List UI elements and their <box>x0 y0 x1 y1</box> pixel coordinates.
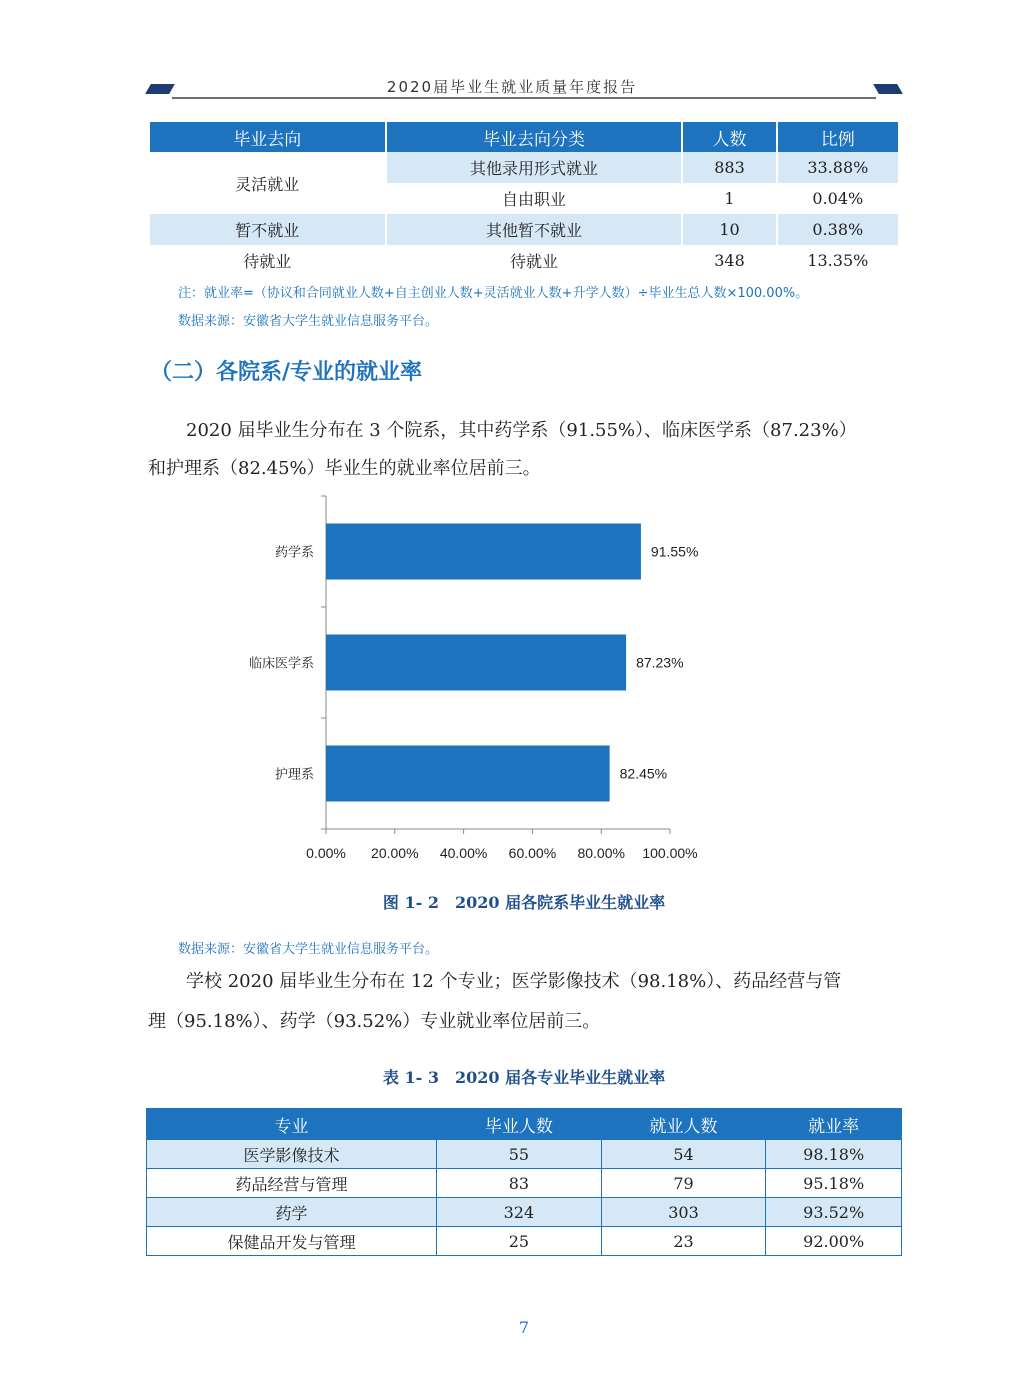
category-label: 临床医学系 <box>248 656 314 672</box>
table-row <box>147 1140 902 1169</box>
ratio-cell: 33.88% <box>778 152 898 183</box>
faculty-employment-bar-chart <box>230 492 730 862</box>
data-source-note: 数据来源：安徽省大学生就业信息服务平台。 <box>178 314 439 329</box>
x-tick-label: 60.00% <box>508 845 557 861</box>
grads-cell: 25 <box>437 1227 602 1256</box>
table-row <box>147 1227 902 1256</box>
table-caption: 表 1- 3 2020 届各专业毕业生就业率 <box>382 1068 666 1087</box>
x-tick-label: 0.00% <box>306 845 346 861</box>
page-number: 7 <box>518 1318 530 1337</box>
major-cell: 药品经营与管理 <box>147 1169 437 1198</box>
employed-cell: 54 <box>601 1140 766 1169</box>
paragraph-majors-line2: 理（95.18%）、药学（93.52%）专业就业率位居前三。 <box>148 1011 601 1032</box>
col-rate: 就业率 <box>766 1109 902 1140</box>
bar <box>326 635 626 691</box>
dest-cell: 灵活就业 <box>150 152 385 214</box>
category-label: 药学系 <box>274 545 314 561</box>
category-label: 护理系 <box>274 767 314 783</box>
employed-cell: 79 <box>601 1169 766 1198</box>
formula-note: 注：就业率=（协议和合同就业人数+自主创业人数+灵活就业人数+升学人数）÷毕业生总人数×100.00%。 <box>178 286 809 301</box>
ratio-cell: 13.35% <box>778 245 898 276</box>
paragraph-majors-line1: 学校 2020 届毕业生分布在 12 个专业；医学影像技术（98.18%）、药品经营与管 <box>186 971 842 992</box>
major-cell: 药学 <box>147 1198 437 1227</box>
col-count: 人数 <box>683 122 775 152</box>
data-label: 91.55% <box>650 543 699 560</box>
table-row <box>150 152 898 183</box>
category-cell: 其他暂不就业 <box>387 214 682 245</box>
grads-cell: 324 <box>437 1198 602 1227</box>
col-ratio: 比例 <box>778 122 898 152</box>
col-employed: 就业人数 <box>601 1109 766 1140</box>
col-graduates: 毕业人数 <box>437 1109 602 1140</box>
rate-cell: 93.52% <box>766 1198 902 1227</box>
section-heading: （二）各院系/专业的就业率 <box>150 360 423 385</box>
major-table-header <box>147 1109 902 1140</box>
rate-cell: 98.18% <box>766 1140 902 1169</box>
count-cell: 10 <box>683 214 775 245</box>
employed-cell: 23 <box>601 1227 766 1256</box>
x-tick-label: 100.00% <box>642 845 698 861</box>
table-row <box>150 214 898 245</box>
major-employment-table <box>146 1108 902 1256</box>
dest-cell: 暂不就业 <box>150 214 385 245</box>
employed-cell: 303 <box>601 1198 766 1227</box>
destination-table <box>148 122 900 276</box>
figure-caption: 图 1- 2 2020 届各院系毕业生就业率 <box>382 893 666 912</box>
ratio-cell: 0.04% <box>778 183 898 214</box>
header-decoration-right <box>873 84 903 94</box>
data-source-note-2: 数据来源：安徽省大学生就业信息服务平台。 <box>178 942 439 957</box>
table-row <box>147 1169 902 1198</box>
x-tick-label: 80.00% <box>577 845 625 861</box>
header-rule <box>172 97 876 99</box>
count-cell: 348 <box>683 245 775 276</box>
rate-cell: 95.18% <box>766 1169 902 1198</box>
count-cell: 883 <box>683 152 775 183</box>
grads-cell: 83 <box>437 1169 602 1198</box>
count-cell: 1 <box>683 183 775 214</box>
col-category: 毕业去向分类 <box>387 122 682 152</box>
destination-table-header <box>150 122 898 152</box>
bar <box>326 746 610 802</box>
category-cell: 其他录用形式就业 <box>387 152 682 183</box>
grads-cell: 55 <box>437 1140 602 1169</box>
paragraph-faculties-line2: 和护理系（82.45%）毕业生的就业率位居前三。 <box>148 458 541 479</box>
col-major: 专业 <box>147 1109 437 1140</box>
rate-cell: 92.00% <box>766 1227 902 1256</box>
table-row <box>150 245 898 276</box>
paragraph-faculties-line1: 2020 届毕业生分布在 3 个院系，其中药学系（91.55%）、临床医学系（87.23%） <box>186 420 857 441</box>
ratio-cell: 0.38% <box>778 214 898 245</box>
category-cell: 自由职业 <box>387 183 682 214</box>
major-cell: 保健品开发与管理 <box>147 1227 437 1256</box>
dest-cell: 待就业 <box>150 245 385 276</box>
table-row <box>147 1198 902 1227</box>
data-label: 82.45% <box>619 765 668 782</box>
running-header-title: 2020届毕业生就业质量年度报告 <box>386 78 638 96</box>
bar <box>326 524 641 580</box>
category-cell: 待就业 <box>387 245 682 276</box>
data-label: 87.23% <box>636 654 684 671</box>
x-tick-label: 40.00% <box>439 845 488 861</box>
col-destination: 毕业去向 <box>150 122 385 152</box>
major-cell: 医学影像技术 <box>147 1140 437 1169</box>
x-tick-label: 20.00% <box>371 845 419 861</box>
